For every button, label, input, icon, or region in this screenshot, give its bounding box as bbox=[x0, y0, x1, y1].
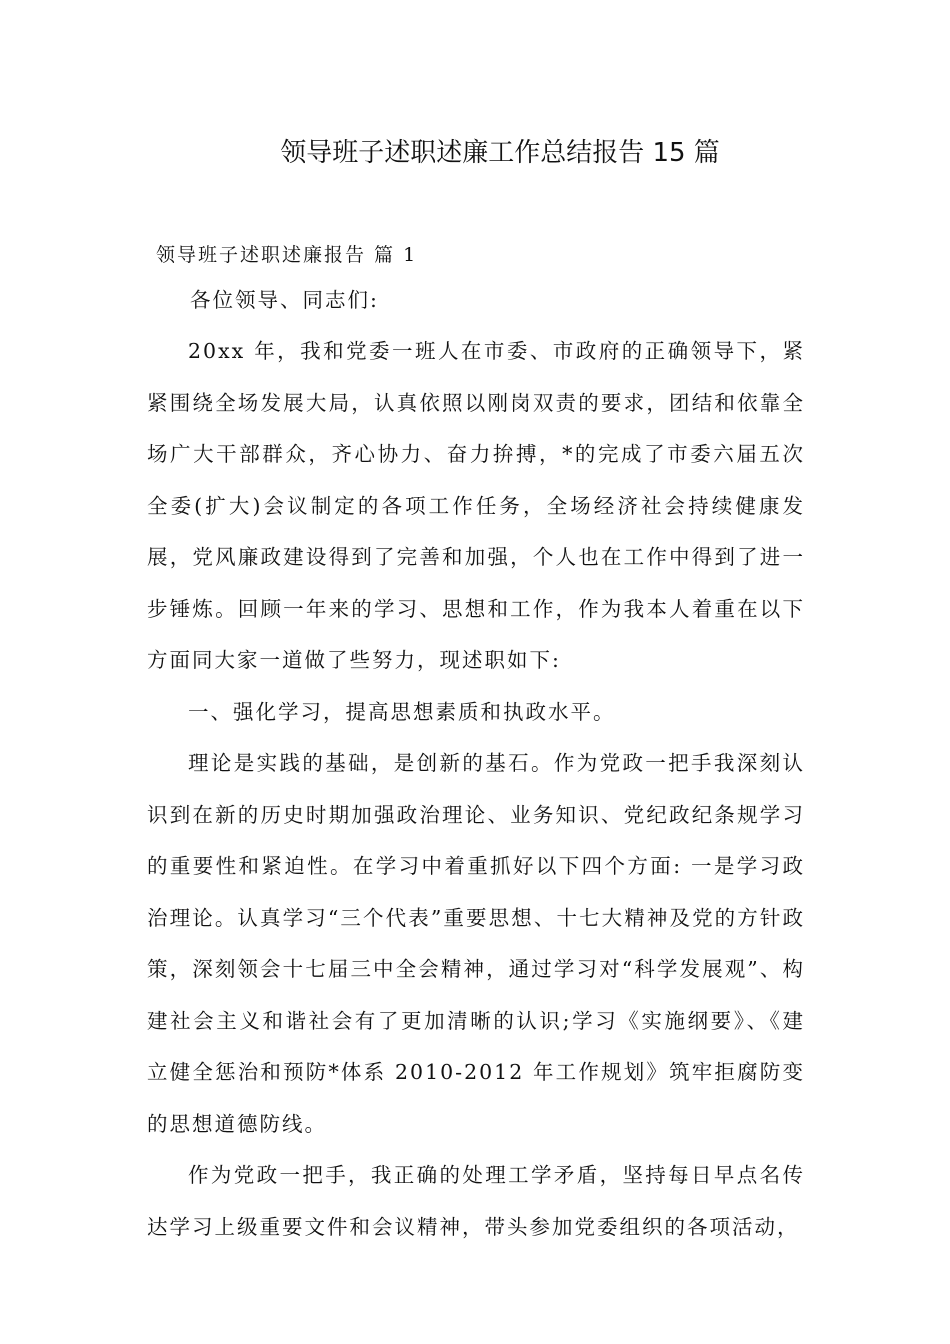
paragraph: 20xx 年，我和党委一班人在市委、市政府的正确领导下，紧紧围绕全场发展大局，认真依照以刚岗双责的要求，团结和依靠全场广大干部群众，齐心协力、奋力拚搏，*的完成了市委六届五次全委(扩大)会议制定的各项工作任务，全场经济社会持续健康发展，党风廉政建设得到了完善和加强，个人也在工作中得到了进一步锤炼。回顾一年来的学习、思想和工作，作为我本人着重在以下方面同大家一道做了些努力，现述职如下: bbox=[147, 339, 805, 672]
paragraph: 一、强化学习，提高思想素质和执政水平。 bbox=[188, 699, 616, 724]
paragraph: 作为党政一把手，我正确的处理工学矛盾，坚持每日早点名传达学习上级重要文件和会议精神，带头参加党委组织的各项活动， bbox=[147, 1163, 805, 1239]
document-title: 领导班子述职述廉工作总结报告 15 篇 bbox=[280, 138, 720, 168]
section-heading: 领导班子述职述廉报告 篇 1 bbox=[156, 244, 418, 266]
paragraph: 理论是实践的基础，是创新的基石。作为党政一把手我深刻认识到在新的历史时期加强政治理论、业务知识、党纪政纪条规学习的重要性和紧迫性。在学习中着重抓好以下四个方面: 一是学习政治理论。认真学习“三个代表”重要思想、十七大精神及党的方针政策，深刻领会十七届三中全会精神，通过学习对“科学发展观”、构建社会主义和谐社会有了更加清晰的认识;学习《实施纲要》、《建立健全惩治和预防*体系 2010-2012 年工作规划》筑牢拒腐防变的思想道德防线。 bbox=[147, 751, 805, 1136]
greeting-line: 各位领导、同志们: bbox=[190, 288, 379, 312]
body-text bbox=[147, 326, 805, 1253]
